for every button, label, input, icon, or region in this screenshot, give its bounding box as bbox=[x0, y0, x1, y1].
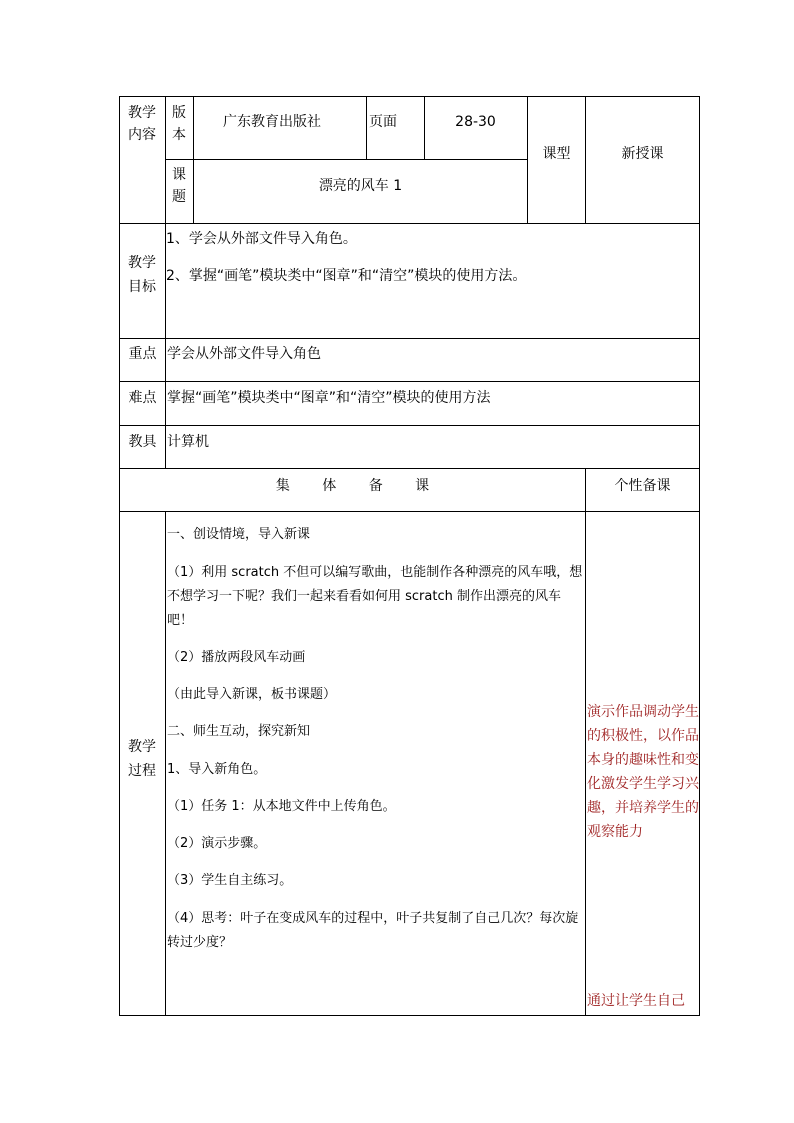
process-paragraph: （4）思考：叶子在变成风车的过程中，叶子共复制了自己几次？每次旋转过少度？ bbox=[167, 911, 579, 950]
process-paragraph: （3）学生自主练习。 bbox=[167, 873, 293, 888]
process-paragraph: 1、导入新角色。 bbox=[167, 762, 267, 777]
difficulty-label: 难点 bbox=[128, 390, 157, 406]
key-point-value: 学会从外部文件导入角色 bbox=[167, 346, 321, 362]
individual-prep-label: 个性备课 bbox=[614, 478, 671, 494]
process-paragraph: （2）演示步骤。 bbox=[167, 836, 267, 851]
individual-note: 通过让学生自己 bbox=[587, 993, 685, 1009]
topic-label: 课题 bbox=[172, 167, 186, 205]
table-border bbox=[165, 511, 166, 1016]
edition-label: 版本 bbox=[172, 105, 186, 143]
table-border bbox=[119, 425, 700, 426]
goals-label: 教学目标 bbox=[128, 255, 156, 295]
tools-label: 教具 bbox=[128, 434, 157, 450]
group-prep-label: 集 体 备 课 bbox=[275, 478, 430, 494]
process-paragraph: （2）播放两段风车动画 bbox=[167, 650, 306, 665]
process-paragraph: （1）利用 scratch 不但可以编写歌曲，也能制作各种漂亮的风车哦，想不想学习一下呢？我们一起来看看如何用 scratch 制作出漂亮的风车吧！ bbox=[167, 565, 583, 628]
table-border bbox=[165, 159, 527, 160]
table-border bbox=[119, 338, 700, 339]
table-border bbox=[119, 1015, 700, 1016]
process-paragraph: 一、创设情境，导入新课 bbox=[167, 527, 311, 542]
process-paragraph: （1）任务 1：从本地文件中上传角色。 bbox=[167, 799, 396, 814]
process-paragraph: （由此导入新课，板书课题） bbox=[167, 687, 337, 702]
pages-label: 页面 bbox=[369, 114, 397, 130]
key-point-label: 重点 bbox=[128, 346, 157, 362]
table-border bbox=[585, 468, 586, 1016]
table-border bbox=[119, 96, 120, 1016]
table-border bbox=[193, 96, 194, 224]
table-border bbox=[699, 96, 700, 1016]
table-border bbox=[119, 468, 700, 469]
teach-content-label: 教学内容 bbox=[128, 105, 156, 143]
table-border bbox=[366, 96, 367, 160]
process-paragraph: 二、师生互动，探究新知 bbox=[167, 724, 311, 739]
goal-item: 2、掌握“画笔”模块类中“图章”和“清空”模块的使用方法。 bbox=[166, 268, 527, 284]
table-border bbox=[119, 96, 700, 97]
lesson-type-value: 新授课 bbox=[621, 146, 664, 162]
table-border bbox=[119, 381, 700, 382]
table-border bbox=[119, 511, 700, 512]
individual-note: 演示作品调动学生的积极性，以作品本身的趣味性和变化激发学生学习兴趣，并培养学生的观察能力 bbox=[587, 704, 699, 840]
goal-item: 1、学会从外部文件导入角色。 bbox=[166, 231, 357, 247]
process-label: 教学过程 bbox=[128, 739, 156, 779]
tools-value: 计算机 bbox=[167, 434, 209, 450]
lesson-type-label: 课型 bbox=[542, 146, 571, 162]
pages-value: 28-30 bbox=[455, 114, 496, 130]
publisher-value: 广东教育出版社 bbox=[223, 114, 321, 130]
topic-value: 漂亮的风车 1 bbox=[318, 178, 403, 194]
table-border bbox=[119, 223, 700, 224]
difficulty-value: 掌握“画笔”模块类中“图章”和“清空”模块的使用方法 bbox=[167, 390, 491, 406]
